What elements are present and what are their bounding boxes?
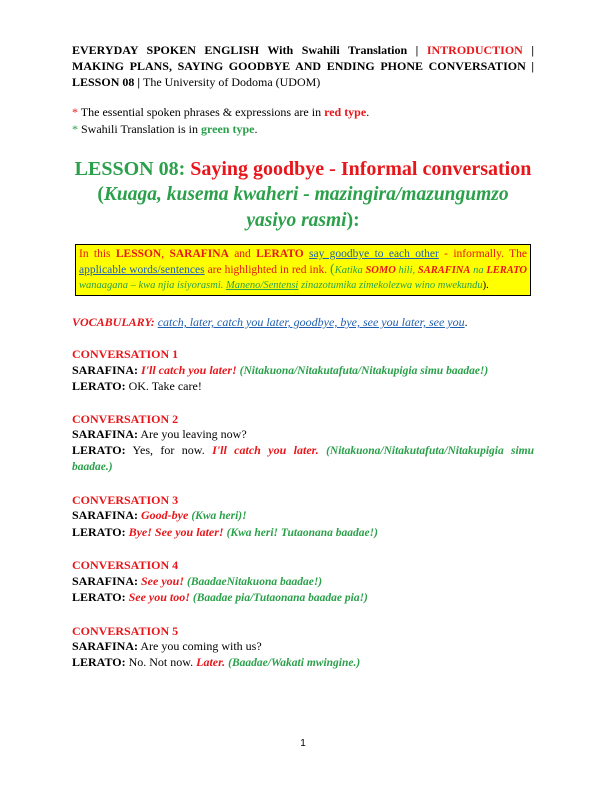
page-number: 1 — [300, 738, 306, 749]
intro-text: , — [161, 248, 170, 260]
document-header — [72, 42, 534, 90]
speaker-name: SARAFINA: — [72, 427, 138, 441]
dialogue-line — [72, 427, 534, 443]
lesson-intro-box — [75, 244, 531, 296]
dialogue-text: Are you coming with us? — [140, 639, 262, 653]
lesson-topic: Saying goodbye - Informal conversation — [190, 158, 532, 180]
note-green-text: Swahili Translation is in — [81, 122, 202, 136]
intro-swahili-lerato: LERATO — [486, 265, 528, 276]
conversation-heading: CONVERSATION 3 — [72, 492, 179, 507]
swahili-translation: (Kwa heri! Tutaonana baadae!) — [226, 526, 378, 539]
header-university: The University of Dodoma (UDOM) — [143, 75, 321, 89]
swahili-translation: (Kwa heri)! — [191, 510, 247, 522]
dialogue-line — [72, 525, 534, 542]
lesson-number: LESSON 08: — [74, 158, 191, 180]
vocabulary — [72, 314, 534, 330]
dialogue-text: Are you leaving now? — [140, 427, 247, 441]
vocabulary-end: . — [464, 315, 468, 329]
note-red-end: . — [366, 105, 370, 119]
conversation-block — [72, 624, 534, 672]
note-red-type — [72, 104, 534, 121]
conversation-heading: CONVERSATION 1 — [72, 347, 179, 361]
speaker-name: LERATO: — [72, 442, 126, 457]
intro-paren-close: ). — [482, 280, 489, 291]
key-phrase: Bye! See you later! — [128, 524, 224, 539]
dialogue-line — [72, 574, 534, 591]
intro-swahili-text: zinazotumika zimekolezwa wino mwekundu — [298, 280, 483, 291]
intro-name-lerato: LERATO — [256, 248, 304, 260]
header-lesson-title: | MAKING PLANS, SAYING GOODBYE AND ENDING PHONE CONVERSATION | LESSON 08 | — [72, 43, 534, 89]
intro-link-say-goodbye[interactable]: say goodbye to each other — [308, 248, 439, 260]
color-legend-notes — [72, 104, 534, 138]
note-green-keyword: green type — [201, 122, 255, 136]
speaker-name: SARAFINA: — [72, 573, 138, 588]
intro-lesson-word: LESSON — [115, 248, 162, 260]
intro-swahili-sarafina: SARAFINA — [417, 265, 471, 276]
key-phrase: Later. — [196, 654, 226, 669]
key-phrase: I'll catch you later! — [141, 362, 237, 377]
conversation-block — [72, 347, 534, 395]
intro-text: and — [228, 248, 257, 260]
title-paren-open: ( — [97, 184, 104, 205]
vocabulary-words[interactable]: catch, later, catch you later, goodbye, bye, see you later, see you — [157, 315, 465, 329]
intro-swahili-text: wanaagana – kwa njia isiyorasmi. — [79, 280, 227, 291]
note-red-keyword: red type — [324, 105, 367, 119]
intro-link-applicable-words[interactable]: applicable words/sentences — [79, 264, 205, 276]
dialogue-line — [72, 655, 534, 672]
dialogue-text: No. Not now. — [128, 654, 194, 669]
speaker-name: LERATO: — [72, 379, 126, 393]
lesson-swahili-title-cont: yasiyo rasmi — [246, 210, 347, 231]
conversation-block — [72, 493, 534, 542]
intro-text: - informally. The — [438, 248, 528, 260]
key-phrase: I'll catch you later. — [212, 442, 319, 457]
conversation-block — [72, 412, 534, 476]
dialogue-line — [72, 590, 534, 607]
swahili-translation: (Nitakuona/Nitakutafuta/Nitakupigia simu baadae!) — [239, 364, 489, 377]
speaker-name: LERATO: — [72, 654, 126, 669]
header-introduction: INTRODUCTION — [426, 43, 523, 57]
speaker-name: SARAFINA: — [72, 362, 138, 377]
intro-text: are highlighted in red ink. — [204, 264, 331, 276]
speaker-name: LERATO: — [72, 524, 126, 539]
asterisk-icon: * — [72, 105, 78, 119]
lesson-title — [72, 156, 534, 234]
conversation-list — [72, 347, 534, 671]
document-page — [72, 36, 534, 671]
conversation-heading: CONVERSATION 4 — [72, 558, 179, 572]
title-paren-close: ): — [346, 210, 360, 231]
dialogue-line — [72, 639, 534, 655]
speaker-name: LERATO: — [72, 590, 126, 604]
intro-swahili-somo: SOMO — [365, 265, 396, 276]
dialogue-line — [72, 508, 534, 525]
key-phrase: Good-bye — [141, 508, 189, 522]
key-phrase: See you! — [141, 573, 184, 588]
intro-swahili-text: na — [470, 265, 487, 276]
key-phrase: See you too! — [128, 590, 190, 604]
speaker-name: SARAFINA: — [72, 639, 138, 653]
swahili-translation: (BaadaeNitakuona baadae!) — [187, 575, 323, 588]
conversation-block — [72, 558, 534, 607]
note-green-end: . — [254, 122, 258, 136]
swahili-translation: (Baadae pia/Tutaonana baadae pia!) — [192, 592, 368, 604]
intro-name-sarafina: SARAFINA — [169, 248, 229, 260]
dialogue-line — [72, 443, 534, 476]
intro-swahili-link[interactable]: Maneno/Sentensi — [226, 280, 299, 291]
intro-swahili-text: Katika — [334, 265, 366, 276]
swahili-translation: (Baadae/Wakati mwingine.) — [228, 656, 361, 669]
intro-text: In this — [79, 248, 116, 260]
conversation-heading: CONVERSATION 2 — [72, 411, 179, 426]
header-series-title: EVERYDAY SPOKEN ENGLISH With Swahili Translation | — [72, 43, 427, 57]
asterisk-icon: * — [72, 122, 78, 136]
note-red-text: The essential spoken phrases & expressions are in — [80, 105, 325, 119]
dialogue-line — [72, 363, 534, 380]
dialogue-text: Yes, for now. — [132, 442, 205, 457]
vocabulary-label: VOCABULARY: — [72, 315, 155, 329]
swahili-translation: (Nitakuona/Nitakutafuta/Nitakupigia simu baadae.) — [72, 444, 535, 473]
dialogue-line — [72, 379, 534, 395]
speaker-name: SARAFINA: — [72, 508, 138, 522]
intro-swahili-text: hili, — [395, 265, 418, 276]
conversation-heading: CONVERSATION 5 — [72, 623, 179, 638]
dialogue-text: OK. Take care! — [128, 379, 202, 393]
note-green-type — [72, 121, 534, 138]
lesson-swahili-title: Kuaga, kusema kwaheri - mazingira/mazungumzo — [103, 184, 509, 205]
intro-paren-open: ( — [330, 262, 335, 277]
